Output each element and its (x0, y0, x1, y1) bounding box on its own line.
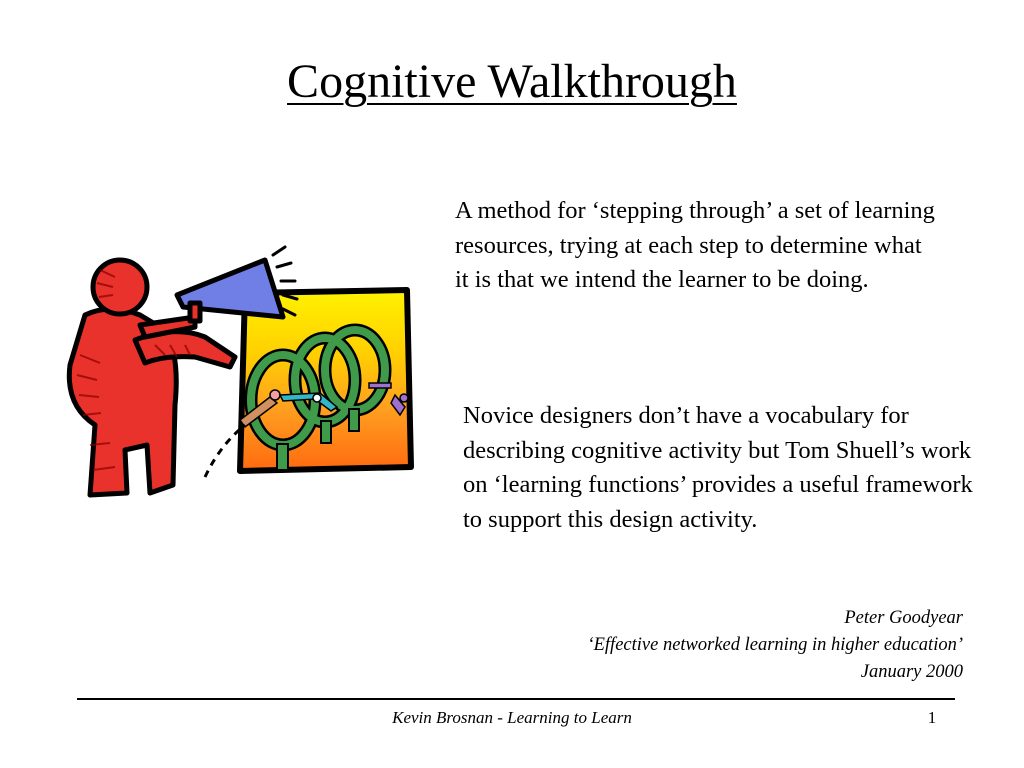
citation-work: ‘Effective networked learning in higher education’ (587, 635, 963, 655)
megaphone (177, 260, 283, 321)
footer-divider (77, 698, 955, 700)
novice-designers-paragraph: Novice designers don’t have a vocabulary for describing cognitive activity but Tom Shuell’s work on ‘learning functions’ provides a useful framework to support this design activity. (463, 402, 973, 533)
slide-title: Cognitive Walkthrough (287, 55, 737, 108)
citation (587, 605, 963, 686)
page-number: 1 (927, 708, 937, 727)
citation-date: January 2000 (860, 662, 963, 682)
citation-author: Peter Goodyear (844, 608, 963, 628)
megaphone-coach-illustration (55, 245, 430, 500)
footer-text: Kevin Brosnan - Learning to Learn (392, 708, 632, 727)
description-paragraph: A method for ‘stepping through’ a set of learning resources, trying at each step to determine what it is that we intend the learner to be doing. (455, 197, 935, 293)
